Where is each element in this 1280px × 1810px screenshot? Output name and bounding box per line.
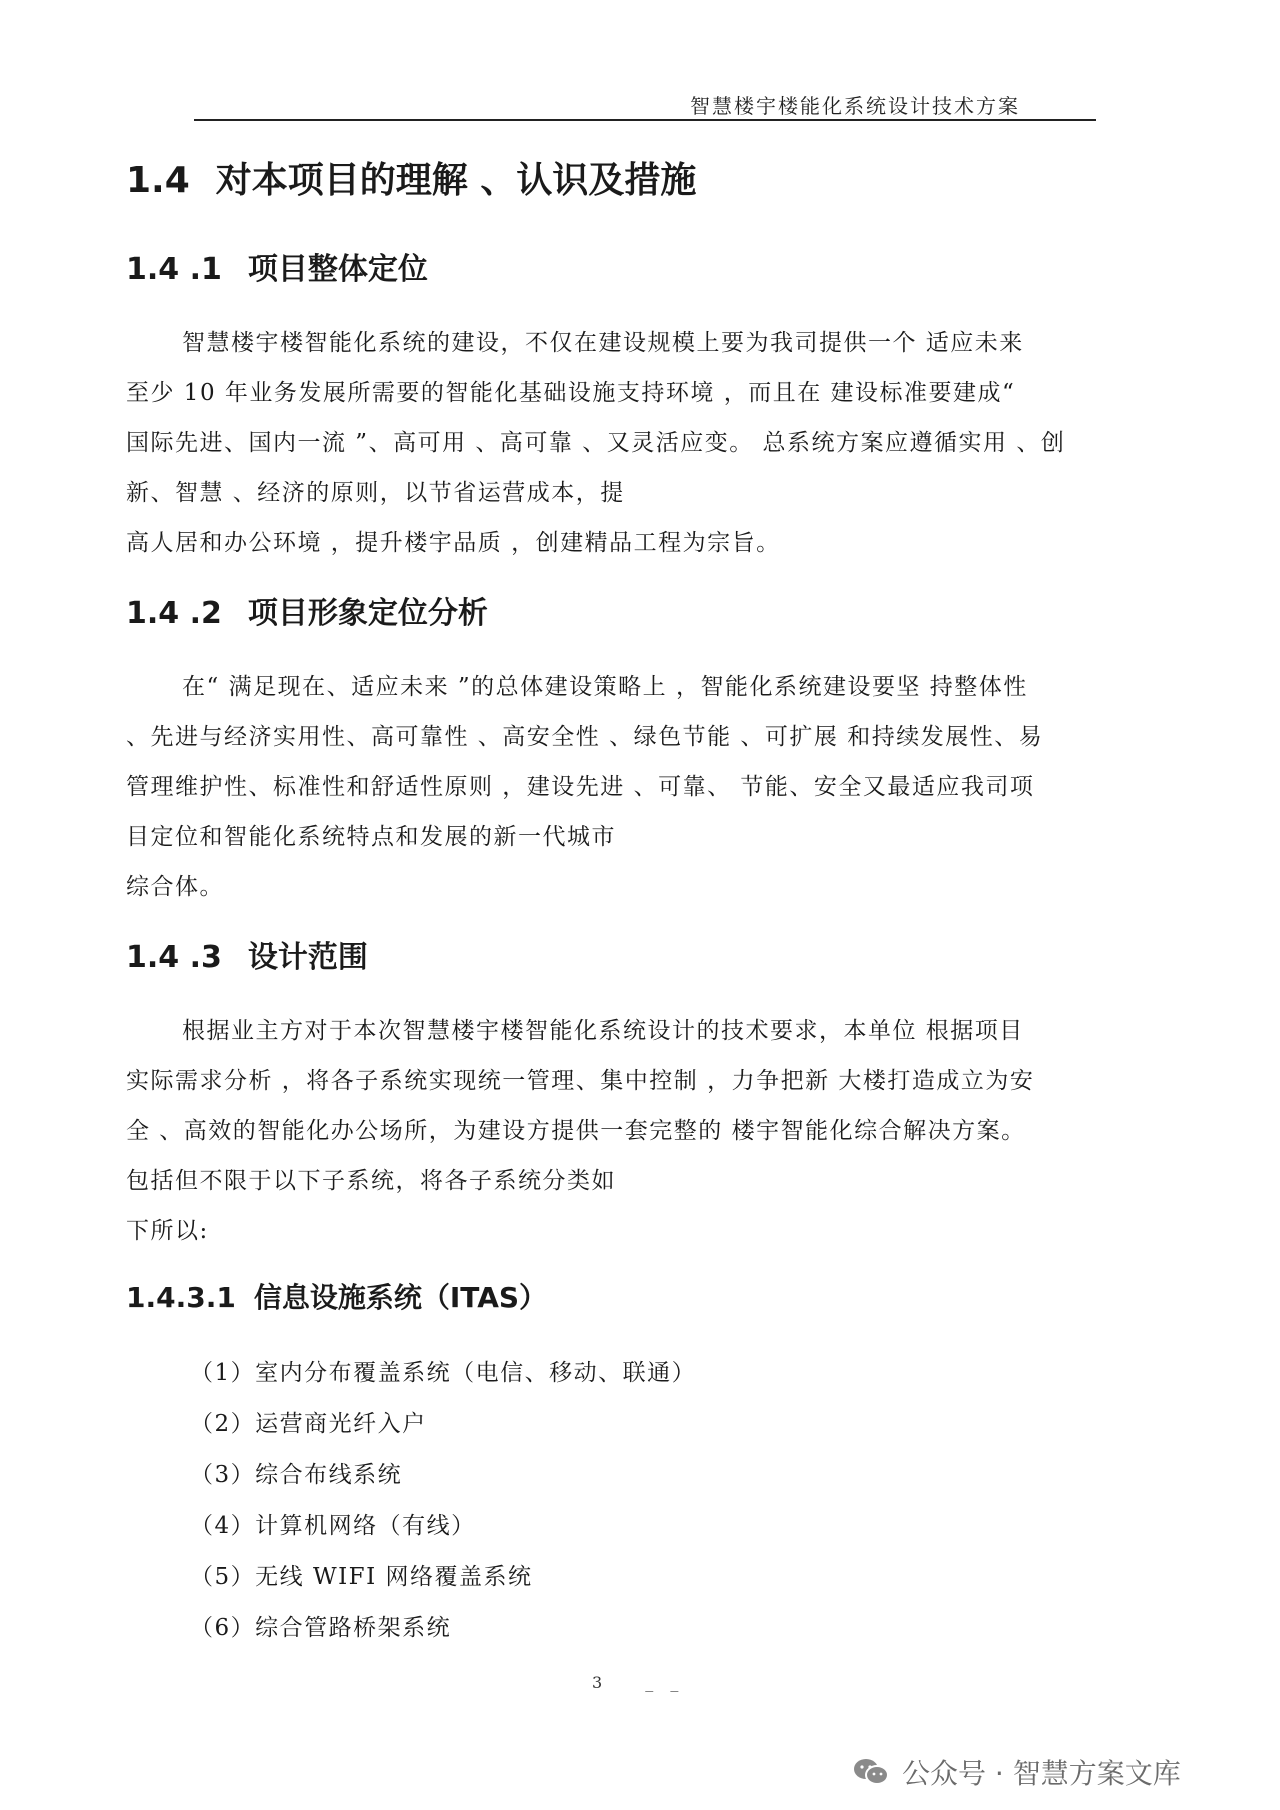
wechat-icon	[852, 1757, 890, 1787]
subsection-number: 1.4 .1	[126, 252, 222, 287]
paragraph-line: 管理维护性、标准性和舒适性原则 ，建设先进 、可靠、 节能、安全又最适应我司项	[126, 774, 1035, 800]
subsection-2-paragraph	[126, 662, 1166, 912]
subsection-heading-1	[126, 244, 428, 288]
section-title: 对本项目的理解 、认识及措施	[215, 160, 697, 201]
paragraph-line: 实际需求分析 ，将各子系统实现统一管理、集中控制 ，力争把新 大楼打造成立为安	[126, 1068, 1035, 1094]
subsubsection-number: 1.4.3.1	[126, 1281, 236, 1314]
paragraph-line: 、先进与经济实用性、高可靠性 、高安全性 、绿色节能 、可扩展 和持续发展性、易	[126, 724, 1044, 750]
paragraph-line: 包括但不限于以下子系统，将各子系统分类如	[126, 1168, 616, 1194]
paragraph-line: 全 、高效的智能化办公场所，为建设方提供一套完整的 楼宇智能化综合解决方案。	[126, 1118, 1026, 1144]
page-footer	[592, 1673, 684, 1692]
section-heading	[126, 152, 696, 203]
running-header-title: 智慧楼宇楼能化系统设计技术方案	[690, 94, 1020, 118]
subsection-title: 设计范围	[247, 940, 368, 975]
watermark	[852, 1752, 1181, 1792]
subsubsection-title: 信息设施系统（ITAS）	[253, 1281, 548, 1314]
paragraph-line: 高人居和办公环境 ，提升楼宇品质 ，创建精品工程为宗旨。	[126, 530, 781, 556]
system-list	[190, 1348, 696, 1654]
paragraph-line: 智慧楼宇楼智能化系统的建设，不仅在建设规模上要为我司提供一个 适应未来	[182, 330, 1024, 356]
paragraph-line: 综合体。	[126, 874, 224, 900]
paragraph-line: 在“ 满足现在、适应未来 ”的总体建设策略上 ，智能化系统建设要坚 持整体性	[182, 674, 1028, 700]
paragraph-line: 新、智慧 、经济的原则，以节省运营成本，提	[126, 480, 625, 506]
list-item: （2）运营商光纤入户	[190, 1411, 427, 1437]
subsection-heading-2	[126, 588, 488, 632]
list-item: （4）计算机网络（有线）	[190, 1513, 476, 1539]
header-rule	[194, 119, 1096, 121]
subsection-1-paragraph	[126, 318, 1166, 568]
subsection-number: 1.4 .3	[126, 940, 222, 975]
subsection-heading-3	[126, 932, 368, 976]
subsection-3-paragraph	[126, 1006, 1166, 1256]
page-number: 3	[592, 1673, 609, 1692]
section-number: 1.4	[126, 160, 190, 201]
paragraph-line: 国际先进、国内一流 ”、高可用 、高可靠 、又灵活应变。 总系统方案应遵循实用 、创	[126, 430, 1066, 456]
watermark-text: 公众号 · 智慧方案文库	[902, 1757, 1181, 1790]
paragraph-line: 下所以:	[126, 1218, 209, 1244]
list-item: （3）综合布线系统	[190, 1462, 403, 1488]
footer-marks: _ _	[645, 1673, 685, 1692]
list-item: （1）室内分布覆盖系统（电信、移动、联通）	[190, 1360, 697, 1386]
paragraph-line: 根据业主方对于本次智慧楼宇楼智能化系统设计的技术要求，本单位 根据项目	[182, 1018, 1024, 1044]
subsubsection-heading	[126, 1276, 547, 1316]
subsection-number: 1.4 .2	[126, 596, 222, 631]
subsection-title: 项目形象定位分析	[247, 596, 488, 631]
list-item: （6）综合管路桥架系统	[190, 1615, 452, 1641]
subsection-title: 项目整体定位	[247, 252, 428, 287]
paragraph-line: 目定位和智能化系统特点和发展的新一代城市	[126, 824, 616, 850]
list-item: （5）无线 WIFI 网络覆盖系统	[190, 1564, 533, 1590]
paragraph-line: 至少 10 年业务发展所需要的智能化基础设施支持环境 ，而且在 建设标准要建成“	[126, 380, 1016, 406]
